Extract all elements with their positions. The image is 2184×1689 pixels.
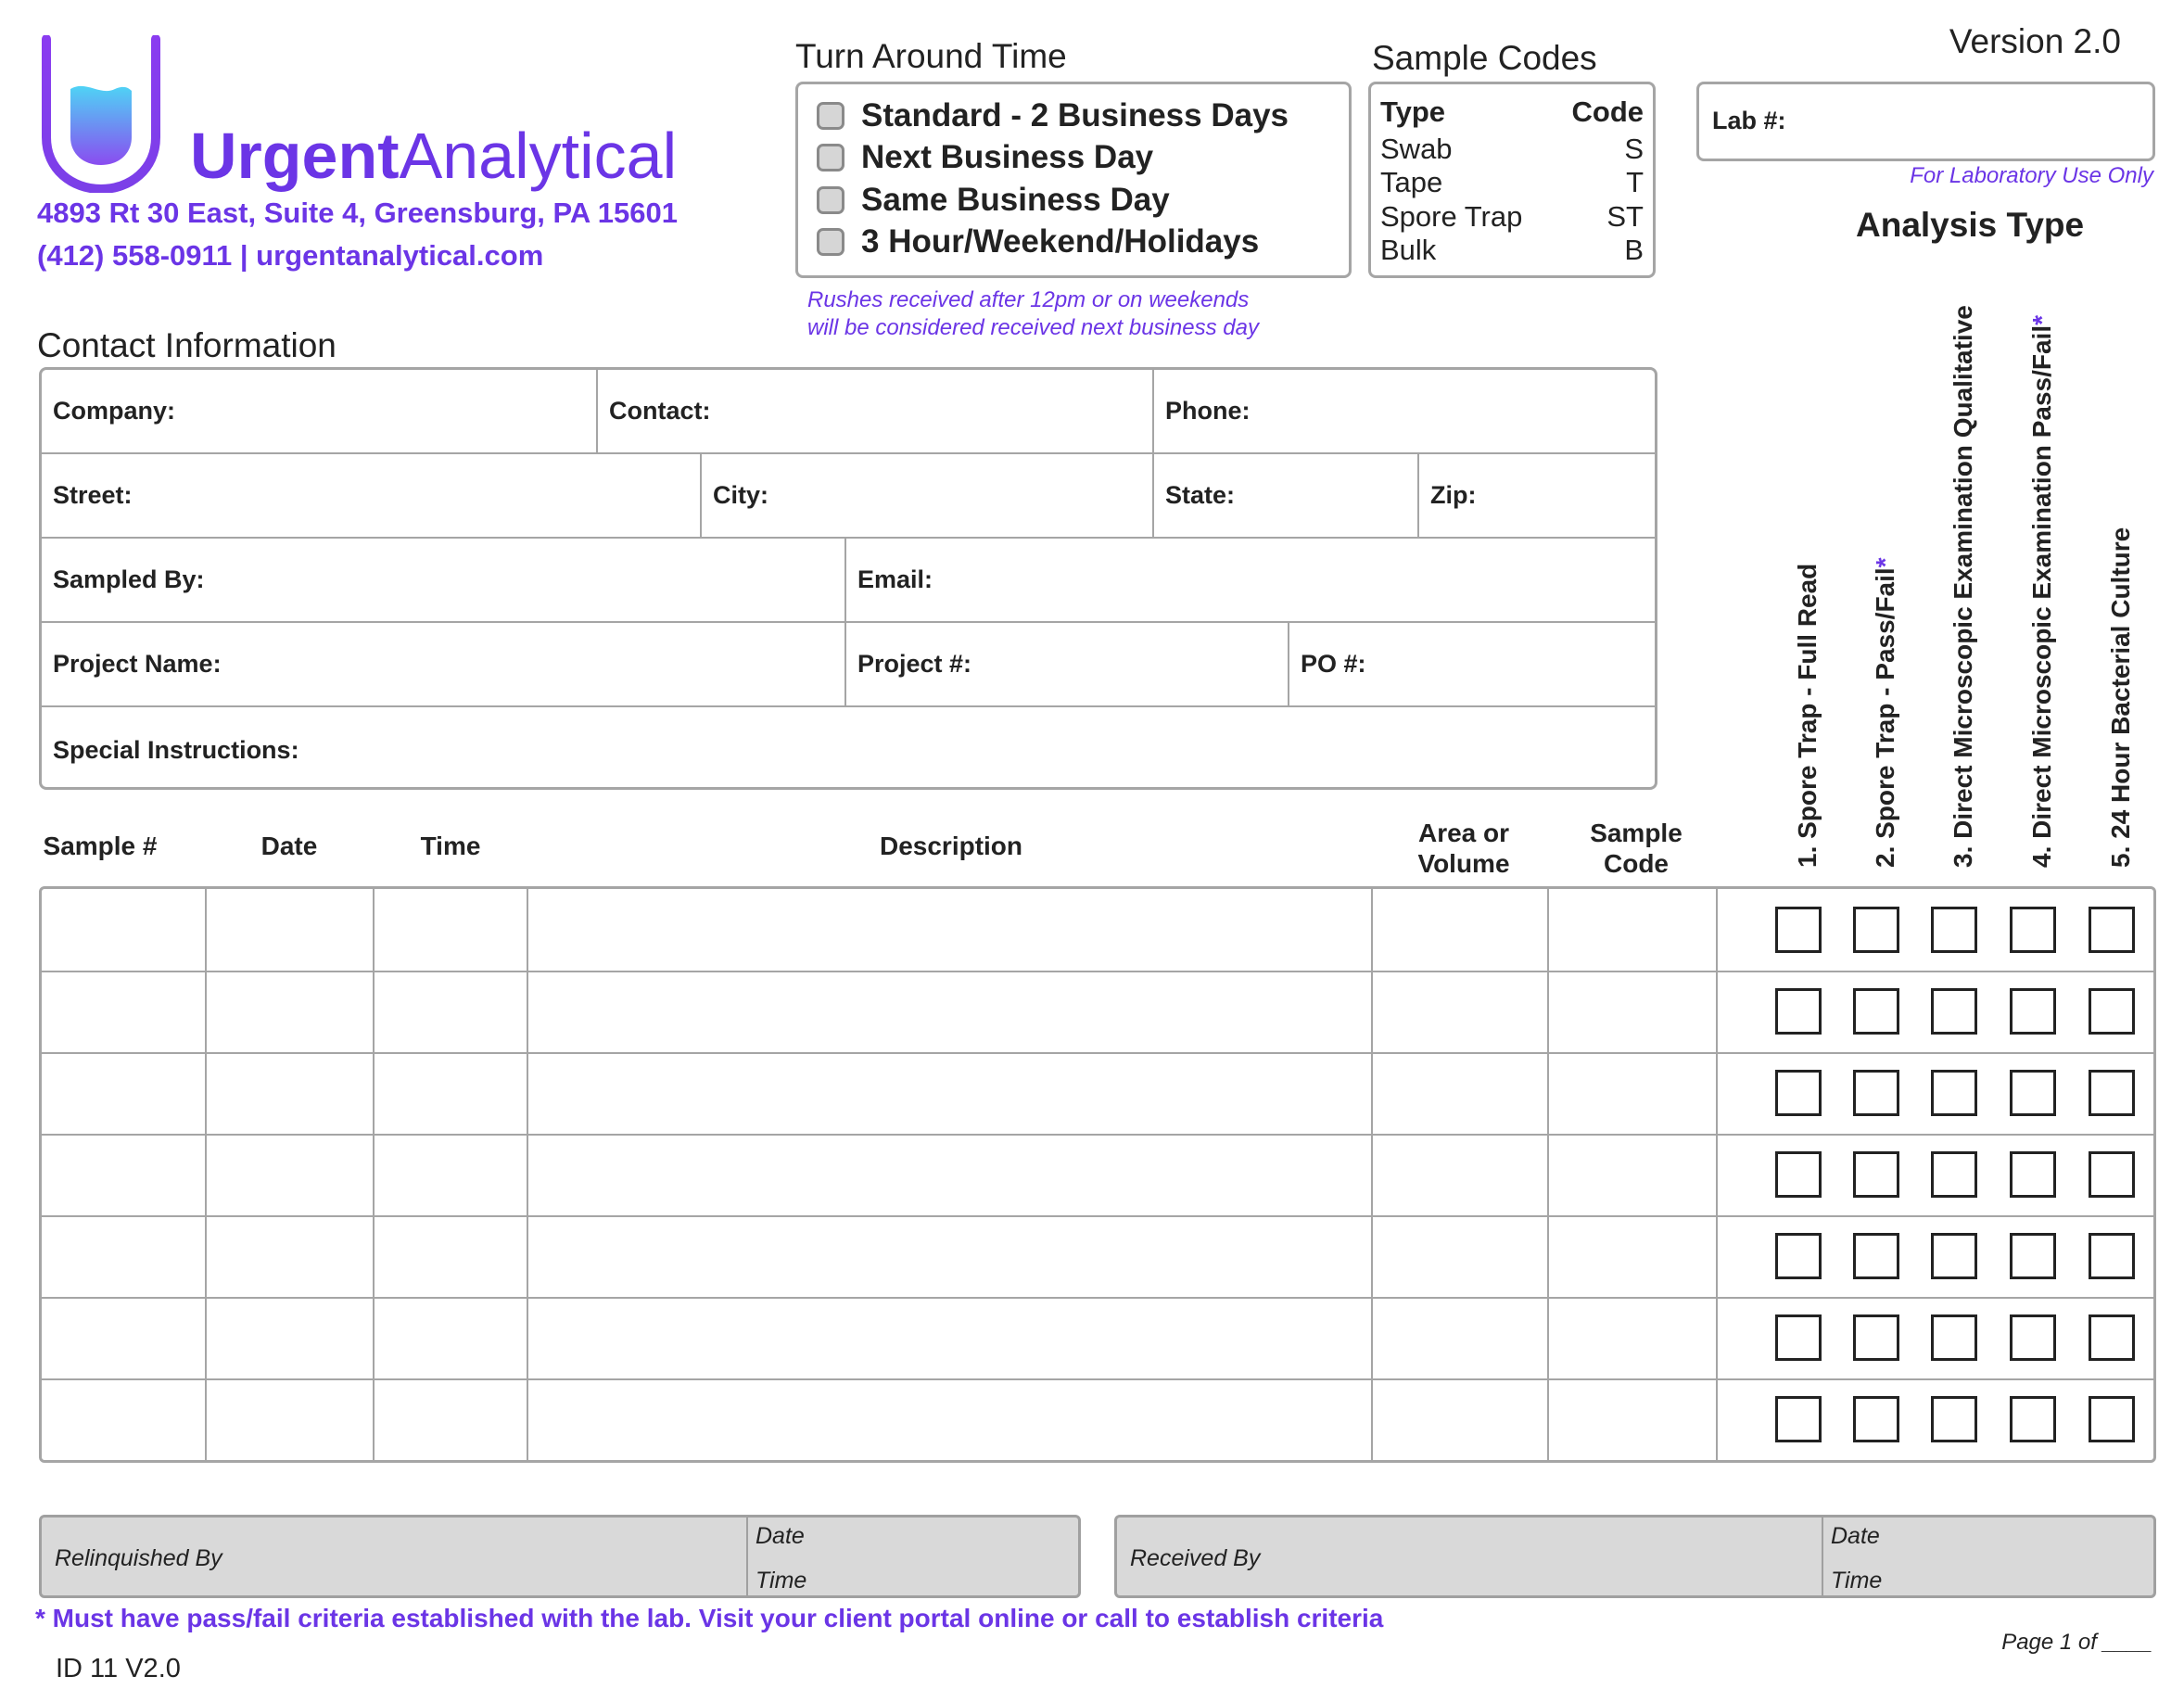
checkbox[interactable]: [817, 102, 844, 130]
analysis-type-label: 3. Direct Microscopic Examination Qualitative: [1949, 305, 1977, 868]
sample-codes-type-header: Type: [1380, 95, 1446, 128]
sample-code-row: [1380, 200, 1644, 234]
contact-field[interactable]: [598, 370, 1154, 454]
beaker-u-logo-icon: [35, 35, 165, 193]
sample-code-row: [1380, 166, 1644, 199]
brand-name-bold: Urgent: [190, 120, 400, 192]
analysis-checkbox[interactable]: [2010, 907, 2056, 953]
project-number-label: Project #:: [857, 650, 972, 678]
state-label: State:: [1165, 481, 1236, 509]
col-header-code-line1: Sample: [1590, 819, 1682, 847]
analysis-type-star: *: [2027, 314, 2056, 325]
special-instructions-label: Special Instructions:: [53, 735, 299, 764]
sample-table: [39, 886, 2156, 1463]
analysis-checkbox[interactable]: [2089, 1233, 2135, 1279]
relinquished-date-label: Date: [756, 1523, 805, 1549]
analysis-checkbox[interactable]: [2089, 1314, 2135, 1361]
analysis-checkbox[interactable]: [1775, 1314, 1822, 1361]
rush-note-line1: Rushes received after 12pm or on weekends: [807, 287, 1250, 312]
email-field[interactable]: [846, 539, 1657, 623]
col-header-sample-code: [1552, 818, 1721, 879]
turnaround-option-label: Standard - 2 Business Days: [861, 97, 1289, 133]
street-field[interactable]: [42, 454, 702, 539]
analysis-checkbox[interactable]: [1931, 1233, 1977, 1279]
divider: [746, 1518, 748, 1595]
sampled-by-label: Sampled By:: [53, 565, 205, 593]
lab-address: 4893 Rt 30 East, Suite 4, Greensburg, PA 15601: [37, 197, 678, 229]
analysis-type-title: Analysis Type: [1856, 206, 2085, 244]
column-divider: [1716, 889, 1718, 1460]
analysis-checkbox[interactable]: [2089, 988, 2135, 1035]
analysis-checkbox[interactable]: [1931, 1396, 1977, 1442]
col-header-date: Date: [260, 832, 318, 860]
analysis-checkbox[interactable]: [1775, 1151, 1822, 1198]
analysis-checkbox[interactable]: [2089, 1070, 2135, 1116]
document-id: ID 11 V2.0: [56, 1654, 181, 1683]
analysis-checkbox[interactable]: [1775, 1396, 1822, 1442]
relinquished-by-label: Relinquished By: [55, 1545, 222, 1571]
analysis-checkbox[interactable]: [2010, 1070, 2056, 1116]
analysis-type-label: 5. 24 Hour Bacterial Culture: [2106, 527, 2135, 868]
sample-code-value: ST: [1606, 200, 1644, 233]
turnaround-option-label: Next Business Day: [861, 139, 1154, 175]
analysis-type-3: [1949, 305, 1978, 868]
divider: [1822, 1518, 1823, 1595]
received-by-box[interactable]: [1114, 1515, 2156, 1598]
analysis-checkbox[interactable]: [1853, 907, 1899, 953]
relinquished-time-label: Time: [756, 1568, 807, 1594]
brand-name-light: Analytical: [399, 120, 678, 192]
analysis-checkbox[interactable]: [1931, 988, 1977, 1035]
row-divider: [42, 1378, 2153, 1380]
turnaround-option-next-day[interactable]: [817, 138, 1153, 177]
analysis-checkbox[interactable]: [2089, 1396, 2135, 1442]
sample-code-value: S: [1624, 133, 1644, 165]
analysis-type-label: 1. Spore Trap - Full Read: [1793, 563, 1822, 868]
analysis-checkbox[interactable]: [2010, 988, 2056, 1035]
sample-codes-title: Sample Codes: [1372, 39, 1597, 77]
received-by-label: Received By: [1130, 1545, 1261, 1571]
phone-label: Phone:: [1165, 397, 1251, 425]
checkbox[interactable]: [817, 228, 844, 256]
analysis-checkbox[interactable]: [1853, 988, 1899, 1035]
checkbox[interactable]: [817, 144, 844, 171]
analysis-checkbox[interactable]: [2010, 1233, 2056, 1279]
analysis-checkbox[interactable]: [1853, 1314, 1899, 1361]
col-header-area-volume: [1376, 818, 1552, 879]
sampled-by-field[interactable]: [42, 539, 846, 623]
sample-codes-header: [1380, 95, 1644, 129]
analysis-type-label: 4. Direct Microscopic Examination Pass/Fail: [2027, 324, 2056, 868]
phone-field[interactable]: [1154, 370, 1657, 454]
company-label: Company:: [53, 397, 176, 425]
sample-code-type: Spore Trap: [1380, 200, 1523, 233]
col-header-description: Description: [879, 832, 1023, 860]
analysis-checkbox[interactable]: [2089, 1151, 2135, 1198]
row-divider: [42, 1052, 2153, 1054]
analysis-type-label: 2. Spore Trap - Pass/Fail: [1871, 567, 1899, 868]
column-divider: [1547, 889, 1549, 1460]
col-header-area-line2: Volume: [1417, 849, 1510, 878]
analysis-checkbox[interactable]: [2010, 1151, 2056, 1198]
pass-fail-criteria-note: * Must have pass/fail criteria established with the lab. Visit your client portal online or call to establish criteria: [35, 1604, 1384, 1632]
turnaround-option-label: 3 Hour/Weekend/Holidays: [861, 223, 1260, 260]
turnaround-option-label: Same Business Day: [861, 182, 1170, 218]
sample-code-row: [1380, 133, 1644, 166]
analysis-checkbox[interactable]: [1931, 1070, 1977, 1116]
page-number: Page 1 of ____: [2001, 1630, 2152, 1655]
analysis-checkbox[interactable]: [1775, 1233, 1822, 1279]
column-divider: [205, 889, 207, 1460]
received-time-label: Time: [1831, 1568, 1883, 1594]
col-header-sample-number: Sample #: [43, 832, 158, 860]
turnaround-box: [795, 82, 1352, 278]
special-instructions-field[interactable]: [42, 707, 1657, 790]
analysis-checkbox[interactable]: [1931, 1314, 1977, 1361]
brand-name: [190, 119, 677, 193]
project-name-label: Project Name:: [53, 650, 222, 678]
lab-use-note: For Laboratory Use Only: [1910, 163, 2153, 188]
sample-code-value: B: [1624, 234, 1644, 266]
analysis-checkbox[interactable]: [1931, 907, 1977, 953]
relinquished-by-box[interactable]: [39, 1515, 1081, 1598]
analysis-checkbox[interactable]: [1853, 1396, 1899, 1442]
analysis-checkbox[interactable]: [1931, 1151, 1977, 1198]
analysis-checkbox[interactable]: [2089, 907, 2135, 953]
sample-codes-box: [1368, 82, 1656, 278]
contact-info-title: Contact Information: [37, 326, 336, 364]
sample-code-type: Bulk: [1380, 234, 1437, 266]
row-divider: [42, 971, 2153, 972]
row-divider: [42, 1297, 2153, 1299]
po-number-label: PO #:: [1301, 650, 1366, 678]
zip-label: Zip:: [1430, 481, 1477, 509]
analysis-checkbox[interactable]: [2010, 1396, 2056, 1442]
column-divider: [1371, 889, 1373, 1460]
analysis-checkbox[interactable]: [1853, 1070, 1899, 1116]
analysis-checkbox[interactable]: [1775, 988, 1822, 1035]
rush-note-line2: will be considered received next business day: [807, 315, 1259, 340]
zip-field[interactable]: [1419, 454, 1657, 539]
state-field[interactable]: [1154, 454, 1419, 539]
sample-codes-code-header: Code: [1571, 95, 1644, 128]
analysis-type-star: *: [1871, 557, 1899, 568]
company-field[interactable]: [42, 370, 598, 454]
analysis-type-2: [1871, 557, 1900, 868]
row-divider: [42, 1134, 2153, 1136]
analysis-type-4: [2027, 315, 2057, 868]
row-divider: [42, 1215, 2153, 1217]
analysis-checkbox[interactable]: [1775, 907, 1822, 953]
col-header-area-line1: Area or: [1417, 819, 1510, 847]
turnaround-option-standard[interactable]: [817, 96, 1289, 135]
analysis-checkbox[interactable]: [2010, 1314, 2056, 1361]
lab-number-field[interactable]: [1696, 82, 2155, 161]
sample-code-type: Tape: [1380, 166, 1443, 198]
column-divider: [527, 889, 528, 1460]
turnaround-title: Turn Around Time: [795, 37, 1067, 75]
checkbox[interactable]: [817, 186, 844, 214]
project-number-field[interactable]: [846, 623, 1289, 707]
city-label: City:: [713, 481, 768, 509]
sample-code-row: [1380, 234, 1644, 267]
version-label: Version 2.0: [1949, 22, 2121, 60]
analysis-type-5: [2106, 527, 2136, 868]
turnaround-option-3-hour[interactable]: [817, 222, 1259, 261]
analysis-checkbox[interactable]: [1853, 1151, 1899, 1198]
analysis-checkbox[interactable]: [1775, 1070, 1822, 1116]
city-field[interactable]: [702, 454, 1154, 539]
lab-number-label: Lab #:: [1712, 107, 1786, 134]
po-number-field[interactable]: [1289, 623, 1657, 707]
analysis-type-1: [1793, 564, 1822, 868]
street-label: Street:: [53, 481, 133, 509]
lab-phone-website: (412) 558-0911 | urgentanalytical.com: [37, 239, 544, 272]
contact-info-grid: [39, 367, 1657, 790]
sample-code-type: Swab: [1380, 133, 1453, 165]
contact-label: Contact:: [609, 397, 711, 425]
analysis-checkbox[interactable]: [1853, 1233, 1899, 1279]
column-divider: [373, 889, 375, 1460]
col-header-time: Time: [420, 832, 481, 860]
col-header-code-line2: Code: [1604, 849, 1669, 878]
turnaround-option-same-day[interactable]: [817, 181, 1170, 220]
received-date-label: Date: [1831, 1523, 1880, 1549]
project-name-field[interactable]: [42, 623, 846, 707]
email-label: Email:: [857, 565, 933, 593]
sample-code-value: T: [1626, 166, 1644, 198]
